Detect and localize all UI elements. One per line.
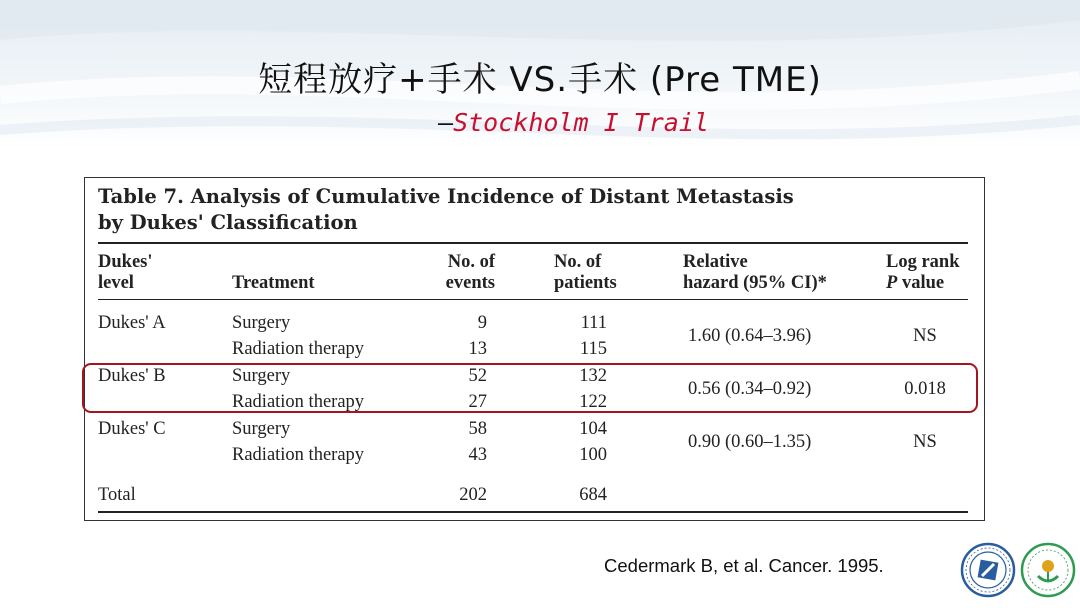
group-p-value: NS	[913, 432, 937, 452]
group-hazard: 1.60 (0.64–3.96)	[688, 326, 812, 346]
row-patients: 115	[579, 339, 607, 359]
row-treatment: Radiation therapy	[232, 339, 365, 359]
trial-name: Stockholm I Trail	[453, 108, 709, 137]
dukes-b-highlight-box	[82, 363, 978, 413]
header-hazard-line2: hazard (95% CI)*	[683, 273, 827, 293]
row-patients: 111	[580, 313, 607, 333]
row-events: 27	[468, 392, 487, 412]
header-dukes-line1: Dukes'	[98, 252, 153, 272]
total-events: 202	[459, 485, 487, 505]
group-p-value: 0.018	[904, 379, 946, 399]
row-events: 58	[468, 419, 487, 439]
row-events: 43	[468, 445, 487, 465]
header-patients-line2: patients	[554, 273, 617, 293]
table-title-line1: Table 7. Analysis of Cumulative Incidence of Distant Metastasis	[98, 185, 794, 208]
header-rule	[98, 299, 968, 300]
header-dukes-line2: level	[98, 273, 134, 293]
row-patients: 132	[579, 366, 607, 386]
header-patients	[535, 252, 625, 294]
header-p-value: value	[897, 273, 945, 293]
header-events	[415, 252, 495, 294]
row-level-dukes-c: Dukes' C	[98, 419, 166, 439]
row-treatment: Surgery	[232, 419, 291, 439]
header-logrank-line1: Log rank	[886, 252, 960, 272]
hospital-seal-icon	[1020, 542, 1076, 598]
header-patients-line1: No. of	[554, 252, 602, 272]
table-bottom-rule	[98, 511, 968, 513]
citation: Cedermark B, et al. Cancer. 1995.	[604, 555, 884, 576]
subtitle-dash: —	[438, 108, 454, 137]
header-hazard	[683, 252, 827, 294]
header-logrank-line2	[886, 273, 960, 294]
header-treatment: Treatment	[232, 273, 315, 293]
total-patients: 684	[579, 485, 607, 505]
row-events: 13	[468, 339, 487, 359]
header-events-line1: No. of	[447, 252, 495, 272]
table-top-rule	[98, 242, 968, 244]
results-table	[84, 177, 985, 521]
group-hazard: 0.56 (0.34–0.92)	[688, 379, 812, 399]
row-treatment: Surgery	[232, 366, 291, 386]
header-hazard-line1: Relative	[683, 252, 748, 272]
group-p-value: NS	[913, 326, 937, 346]
header-logrank	[886, 252, 960, 294]
group-hazard: 0.90 (0.60–1.35)	[688, 432, 812, 452]
header-events-line2: events	[445, 273, 495, 293]
row-events: 52	[468, 366, 487, 386]
header-p-italic: P	[886, 273, 898, 293]
row-patients: 104	[579, 419, 607, 439]
slide-subtitle	[438, 108, 709, 137]
row-treatment: Surgery	[232, 313, 291, 333]
row-events: 9	[477, 313, 487, 333]
slide-title: 短程放疗+手术 VS.手术 (Pre TME)	[258, 60, 822, 100]
table-title	[98, 184, 794, 236]
row-level-dukes-a: Dukes' A	[98, 313, 166, 333]
row-treatment: Radiation therapy	[232, 392, 365, 412]
university-seal-icon	[960, 542, 1016, 598]
row-level-dukes-b: Dukes' B	[98, 366, 166, 386]
total-label: Total	[98, 485, 136, 505]
table-title-line2: by Dukes' Classification	[98, 211, 358, 234]
row-treatment: Radiation therapy	[232, 445, 365, 465]
header-dukes-level	[98, 252, 153, 294]
row-patients: 100	[579, 445, 607, 465]
row-patients: 122	[579, 392, 607, 412]
